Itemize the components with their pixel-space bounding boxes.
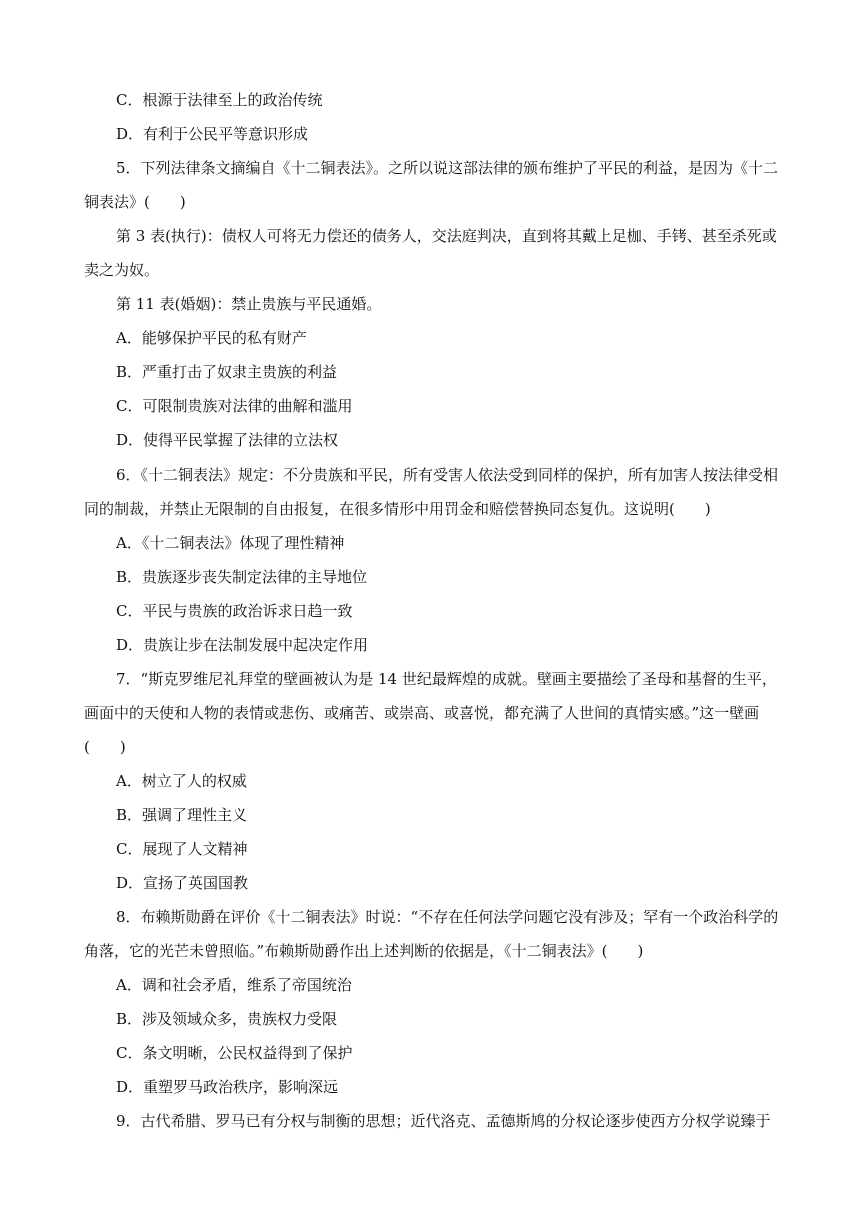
q7-option-b: B．强调了理性主义	[116, 806, 248, 824]
q8-option-a: A．调和社会矛盾，维系了帝国统治	[116, 976, 352, 994]
q8-stem: 8．布赖斯勋爵在评价《十二铜表法》时说：“不存在任何法学问题它没有涉及；罕有一个政治科学的	[116, 908, 779, 926]
q4-option-c: C．根源于法律至上的政治传统	[116, 91, 323, 109]
q5-option-d: D．使得平民掌握了法律的立法权	[116, 431, 339, 449]
q7-stem-bracket: ( )	[84, 738, 126, 756]
q4-option-d: D．有利于公民平等意识形成	[116, 125, 309, 143]
q6-option-b: B．贵族逐步丧失制定法律的主导地位	[116, 568, 368, 586]
q8-option-b: B．涉及领域众多，贵族权力受限	[116, 1010, 338, 1028]
q6-stem-cont: 同的制裁，并禁止无限制的自由报复，在很多情形中用罚金和赔偿替换同态复仇。这说明( )	[84, 500, 711, 518]
q7-option-d: D．宣扬了英国国教	[116, 874, 249, 892]
q5-table11: 第 11 表(婚姻)：禁止贵族与平民通婚。	[116, 295, 382, 313]
q7-option-c: C．展现了人文精神	[116, 840, 248, 858]
q5-option-b: B．严重打击了奴隶主贵族的利益	[116, 363, 338, 381]
q5-table3: 第 3 表(执行)：债权人可将无力偿还的债务人，交法庭判决，直到将其戴上足枷、手铐、甚至杀死或	[116, 227, 777, 245]
q7-stem: 7．“斯克罗维尼礼拜堂的壁画被认为是 14 世纪最辉煌的成就。壁画主要描绘了圣母和基督的生平，	[116, 670, 777, 688]
q7-stem-cont: 画面中的天使和人物的表情或悲伤、或痛苦、或崇高、或喜悦，都充满了人世间的真情实感。”这一壁画	[84, 704, 760, 722]
q6-option-d: D．贵族让步在法制发展中起决定作用	[116, 636, 369, 654]
q8-option-c: C．条文明晰，公民权益得到了保护	[116, 1044, 353, 1062]
q5-option-c: C．可限制贵族对法律的曲解和滥用	[116, 397, 353, 415]
q5-stem: 5．下列法律条文摘编自《十二铜表法》。之所以说这部法律的颁布维护了平民的利益，是因为《十二	[116, 159, 779, 177]
q8-option-d: D．重塑罗马政治秩序，影响深远	[116, 1078, 339, 1096]
q7-option-a: A．树立了人的权威	[116, 772, 247, 790]
q6-option-c: C．平民与贵族的政治诉求日趋一致	[116, 602, 353, 620]
q8-stem-cont: 角落，它的光芒未曾照临。”布赖斯勋爵作出上述判断的依据是，《十二铜表法》( )	[84, 942, 644, 960]
q6-option-a: A．《十二铜表法》体现了理性精神	[116, 534, 345, 552]
q5-stem-cont: 铜表法》( )	[84, 193, 186, 211]
q6-stem: 6．《十二铜表法》规定：不分贵族和平民，所有受害人依法受到同样的保护，所有加害人按法律受相	[116, 466, 779, 484]
q5-table3-cont: 卖之为奴。	[84, 261, 160, 279]
q5-option-a: A．能够保护平民的私有财产	[116, 329, 307, 347]
q9-stem: 9．古代希腊、罗马已有分权与制衡的思想；近代洛克、孟德斯鸠的分权论逐步使西方分权学说臻于	[116, 1112, 771, 1130]
